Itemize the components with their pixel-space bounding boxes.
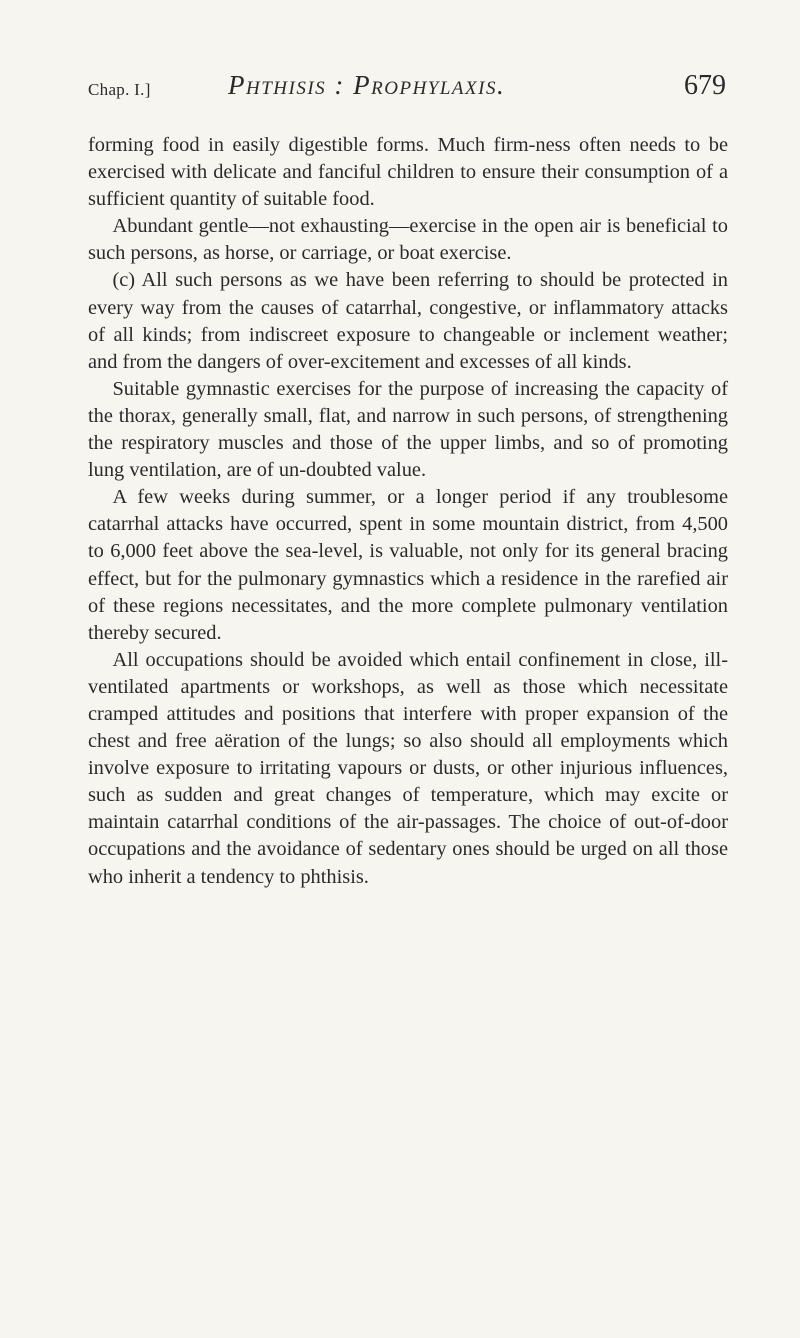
paragraph-gymnastics: Suitable gymnastic exercises for the purpose of increasing the capacity of the thorax, generally small, flat, and narrow in such persons, of strengthening the respiratory muscles and those of the upper limbs, and so of promoting lung ventilation, are of un-doubted value. — [88, 377, 728, 482]
chapter-label: Chap. I.] — [88, 80, 151, 99]
page-number: 679 — [684, 70, 726, 101]
paragraph-occupations: All occupations should be avoided which entail confinement in close, ill-ventilated apartments or workshops, as well as those which necessitate cramped attitudes and positions that interfere with proper expansion of the chest and free aëration of the lungs; so also should all employments which involve exposure to irritating vapours or dusts, or other injurious influences, such as sudden and great changes of temperature, which may excite or maintain catarrhal conditions of the air-passages. The choice of out-of-door occupations and the avoidance of sedentary ones should be urged on all those who inherit a tendency to phthisis. — [88, 648, 728, 888]
paragraph-mountain: A few weeks during summer, or a longer period if any troublesome catarrhal attacks have occurred, spent in some mountain district, from 4,500 to 6,000 feet above the sea-level, is valuable, not only for its general bracing effect, but for the pulmonary gymnastics which a residence in the rarefied air of these regions necessitates, and the more complete pulmonary ventilation thereby secured. — [88, 486, 728, 644]
body-text — [88, 132, 728, 891]
paragraph-protection: (c) All such persons as we have been referring to should be protected in every way from the causes of catarrhal, congestive, or inflammatory attacks of all kinds; from indiscreet exposure to changeable or inclement weather; and from the dangers of over-excitement and excesses of all kinds. — [88, 269, 728, 373]
running-header — [88, 70, 726, 110]
running-title: Phthisis : Prophylaxis. — [228, 70, 506, 100]
paragraph-exercise: Abundant gentle—not exhausting—exercise in the open air is beneficial to such persons, as horse, or carriage, or boat exercise. — [88, 215, 728, 265]
paragraph-food: forming food in easily digestible forms. Much firm-ness often needs to be exercised with delicate and fanciful children to ensure their consumption of a sufficient quantity of suitable food. — [88, 134, 728, 211]
